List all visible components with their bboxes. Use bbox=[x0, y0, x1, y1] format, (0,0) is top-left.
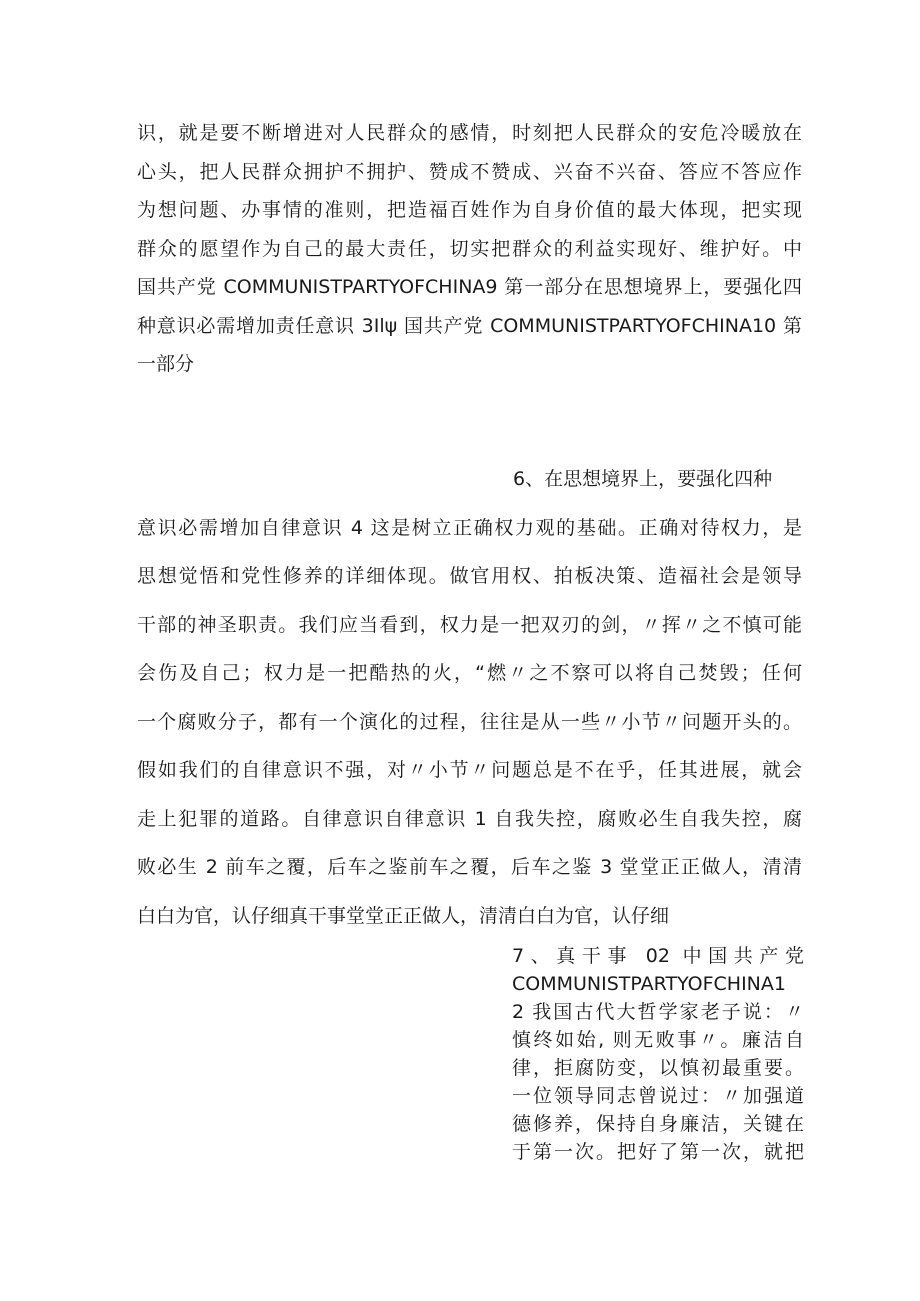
text-line: 一个腐败分子，都有一个演化的过程，往往是从一些〃小节〃问题开头的。 bbox=[137, 710, 802, 733]
text-line: 意识必需增加自律意识 4 这是树立正确权力观的基础。正确对待权力，是 bbox=[137, 516, 802, 539]
text-line: 德修养，保持自身廉洁，关键在 bbox=[512, 1113, 804, 1135]
text-line: 思想觉悟和党性修养的详细体现。做官用权、拍板决策、造福社会是领导 bbox=[137, 565, 802, 587]
text-line: 慎终如始, 则无败事〃。廉洁自 bbox=[512, 1029, 804, 1051]
text-line: 败必生 2 前车之覆，后车之鉴前车之覆，后车之鉴 3 堂堂正正做人，清清 bbox=[137, 856, 802, 878]
text-line: 识，就是要不断增进对人民群众的感情，时刻把人民群众的安危冷暖放在 bbox=[137, 122, 802, 144]
text-line: 律，拒腐防变，以慎初最重要。 bbox=[512, 1057, 804, 1079]
paragraph-six bbox=[137, 455, 802, 940]
text-line: 白白为官，认仔细真干事堂堂正正做人，清清白白为官，认仔细 bbox=[137, 904, 670, 927]
text-line: 干部的神圣职责。我们应当看到，权力是一把双刃的剑，〃挥〃之不慎可能 bbox=[137, 613, 802, 636]
text-line: 于第一次。把好了第一次，就把 bbox=[512, 1141, 804, 1163]
text-line: COMMUNISTPARTYOFCHINA1 bbox=[512, 973, 786, 995]
text-line: 国共产党 COMMUNISTPARTYOFCHINA9 第一部分在思想境界上，要强化四 bbox=[137, 276, 802, 298]
paragraph-top bbox=[137, 114, 802, 384]
section-heading-six: 6、在思想境界上，要强化四种 bbox=[513, 468, 773, 490]
text-line: 种意识必需增加责任意识 3Ilψ 国共产党 COMMUNISTPARTYOFCHINA10 第 bbox=[137, 314, 802, 337]
text-line: 心头，把人民群众拥护不拥护、赞成不赞成、兴奋不兴奋、答应不答应作 bbox=[137, 160, 802, 183]
text-line: 群众的愿望作为自己的最大责任，切实把群众的利益实现好、维护好。中 bbox=[137, 237, 802, 260]
section-heading-seven: 7、真干事 02 中国共产党 bbox=[512, 945, 804, 967]
text-line: 走上犯罪的道路。自律意识自律意识 1 自我失控，腐败必生自我失控，腐 bbox=[137, 807, 802, 830]
text-line: 会伤及自己；权力是一把酷热的火，“燃〃之不察可以将自己焚毁；任何 bbox=[137, 662, 802, 684]
text-line: 为想问题、办事情的准则，把造福百姓作为自身价值的最大体现，把实现 bbox=[137, 199, 802, 221]
text-line: 2 我国古代大哲学家老子说：〃 bbox=[512, 1001, 804, 1023]
text-line: 一位领导同志曾说过：〃加强道 bbox=[512, 1085, 804, 1107]
paragraph-seven bbox=[512, 942, 804, 1166]
text-line: 一部分 bbox=[137, 353, 195, 375]
text-line: 假如我们的自律意识不强，对〃小节〃问题总是不在乎，任其进展，就会 bbox=[137, 759, 802, 781]
